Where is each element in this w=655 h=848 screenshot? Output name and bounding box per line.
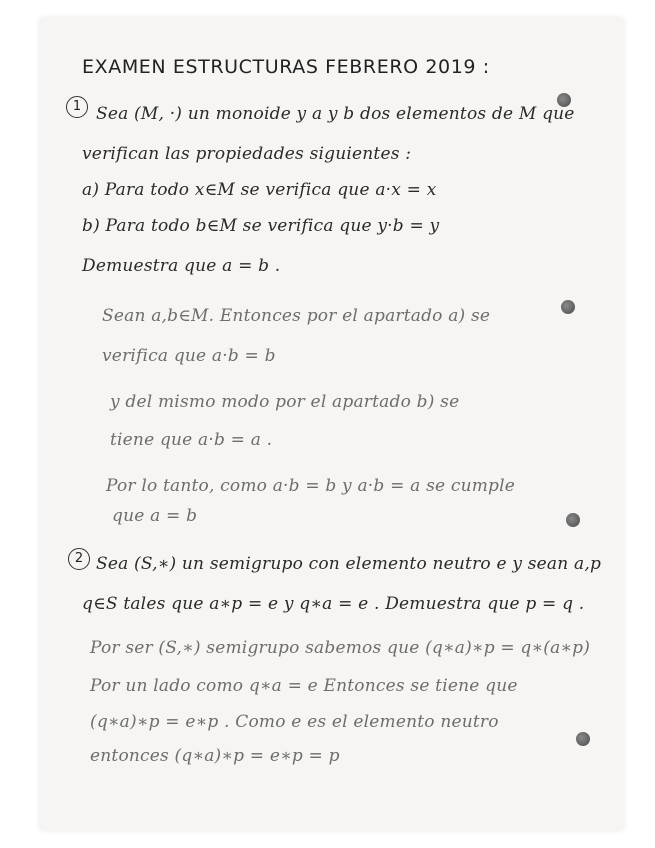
problem-1-statement-line-2: verifican las propiedades siguientes :: [82, 144, 412, 164]
problem-1-property-b: b) Para todo b∈M se verifica que y·b = y: [82, 216, 440, 236]
problem-1-answer-line-3: y del mismo modo por el apartado b) se: [110, 392, 460, 412]
problem-1-answer-line-2: verifica que a·b = b: [102, 346, 276, 366]
problem-2-answer-line-1: Por ser (S,∗) semigrupo sabemos que (q∗a)∗p = q∗(a∗p): [90, 638, 591, 658]
problem-2-statement-line-2: q∈S tales que a∗p = e y q∗a = e . Demuestra que p = q .: [82, 594, 585, 614]
problem-2-answer-line-4: entonces (q∗a)∗p = e∗p = p: [90, 746, 340, 766]
problem-2-number: 2: [68, 548, 90, 570]
problem-2-statement-line-1: Sea (S,∗) un semigrupo con elemento neutro e y sean a,p: [96, 554, 602, 574]
problem-1-number: 1: [66, 96, 88, 118]
problem-1-answer-line-4: tiene que a·b = a .: [110, 430, 273, 450]
exam-sheet: [40, 18, 623, 830]
problem-1-goal: Demuestra que a = b .: [82, 256, 281, 276]
problem-1-answer-line-5: Por lo tanto, como a·b = b y a·b = a se cumple: [106, 476, 516, 496]
punch-hole-4: [576, 732, 590, 746]
problem-1-answer-line-1: Sean a,b∈M. Entonces por el apartado a) se: [102, 306, 491, 326]
exam-title: EXAMEN ESTRUCTURAS FEBRERO 2019 :: [82, 56, 490, 78]
problem-2-answer-line-2: Por un lado como q∗a = e Entonces se tiene que: [90, 676, 518, 696]
problem-1-answer-line-6: que a = b: [112, 506, 198, 526]
problem-1-statement-line-1: Sea (M, ·) un monoide y a y b dos elementos de M que: [96, 104, 575, 124]
problem-1-property-a: a) Para todo x∈M se verifica que a·x = x: [82, 180, 437, 200]
punch-hole-3: [566, 513, 580, 527]
problem-2-answer-line-3: (q∗a)∗p = e∗p . Como e es el elemento neutro: [90, 712, 499, 732]
punch-hole-2: [561, 300, 575, 314]
